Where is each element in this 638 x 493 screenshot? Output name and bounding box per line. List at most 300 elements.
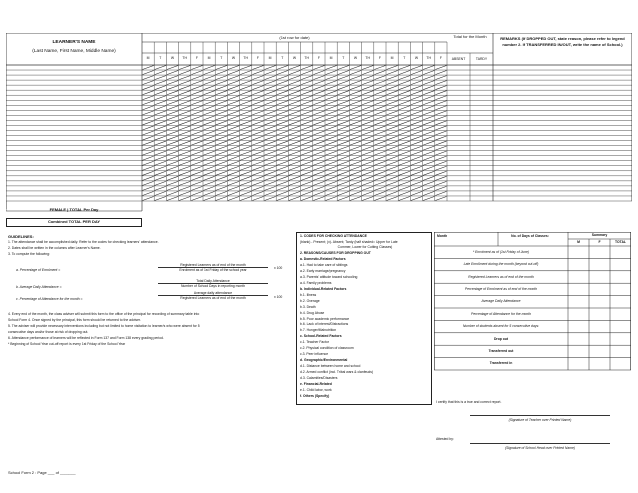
- summary-row-label: * Enrolment as of (1st Friday of June): [472, 249, 530, 254]
- day-cell-diagonal: [301, 186, 312, 190]
- summary-row-label: Percentage of Enrolment as of end of the month: [464, 286, 538, 291]
- day-cell-diagonal: [435, 136, 446, 140]
- day-cell-diagonal: [362, 146, 373, 150]
- day-cell-diagonal: [204, 196, 215, 200]
- day-cell-diagonal: [143, 166, 154, 170]
- day-label: T: [159, 56, 162, 60]
- day-cell-diagonal: [204, 116, 215, 120]
- day-cell-diagonal: [313, 96, 324, 100]
- day-cell-diagonal: [277, 101, 288, 105]
- day-cell-diagonal: [204, 76, 215, 80]
- day-cell-diagonal: [362, 116, 373, 120]
- day-cell-diagonal: [399, 161, 410, 165]
- day-cell-diagonal: [191, 141, 202, 145]
- day-cell-diagonal: [167, 106, 178, 110]
- day-cell-diagonal: [155, 96, 166, 100]
- day-cell-diagonal: [399, 111, 410, 115]
- day-cell-diagonal: [435, 131, 446, 135]
- day-cell-diagonal: [362, 196, 373, 200]
- day-cell-diagonal: [423, 191, 434, 195]
- day-cell-diagonal: [313, 181, 324, 185]
- day-cell-diagonal: [350, 126, 361, 130]
- day-cell-diagonal: [362, 136, 373, 140]
- day-cell-diagonal: [277, 81, 288, 85]
- day-cell-diagonal: [191, 81, 202, 85]
- date-note: (1st row for date): [279, 35, 310, 40]
- reason-item: a. Domestic-Related Factors: [300, 257, 346, 261]
- day-cell-diagonal: [167, 116, 178, 120]
- day-cell-diagonal: [289, 171, 300, 175]
- day-cell-diagonal: [240, 196, 251, 200]
- day-cell-diagonal: [399, 136, 410, 140]
- day-cell-diagonal: [252, 131, 263, 135]
- day-cell-diagonal: [228, 111, 239, 115]
- day-cell-diagonal: [350, 111, 361, 115]
- reason-item: b.2. Overage: [300, 298, 320, 303]
- day-cell-diagonal: [326, 141, 337, 145]
- day-cell-diagonal: [411, 66, 422, 70]
- day-cell-diagonal: [435, 161, 446, 165]
- day-label: TH: [304, 56, 309, 60]
- day-cell-diagonal: [228, 166, 239, 170]
- day-cell-diagonal: [204, 71, 215, 75]
- day-cell-diagonal: [191, 91, 202, 95]
- day-cell-diagonal: [289, 81, 300, 85]
- day-cell-diagonal: [301, 116, 312, 120]
- day-cell-diagonal: [277, 146, 288, 150]
- day-cell-diagonal: [313, 191, 324, 195]
- guideline-line-3: 3. To compute the following:: [8, 252, 50, 256]
- day-cell-diagonal: [411, 111, 422, 115]
- day-cell-diagonal: [167, 171, 178, 175]
- day-cell-diagonal: [216, 91, 227, 95]
- day-cell-diagonal: [313, 196, 324, 200]
- day-cell-diagonal: [191, 126, 202, 130]
- day-cell-diagonal: [313, 101, 324, 105]
- day-cell-diagonal: [143, 76, 154, 80]
- day-cell-diagonal: [216, 196, 227, 200]
- day-label: M: [390, 56, 394, 60]
- day-cell-diagonal: [179, 166, 190, 170]
- day-cell-diagonal: [313, 81, 324, 85]
- summary-month-label: Month: [437, 234, 448, 238]
- day-cell-diagonal: [143, 141, 154, 145]
- day-cell-diagonal: [338, 66, 349, 70]
- codes-line-2: Commer, Lower for Cutting Classes): [337, 245, 393, 249]
- day-cell-diagonal: [179, 121, 190, 125]
- day-cell-diagonal: [265, 191, 276, 195]
- day-cell-diagonal: [374, 66, 385, 70]
- head-signature-caption: (Signature of School Head over Printed Name): [504, 446, 576, 450]
- day-cell-diagonal: [252, 111, 263, 115]
- day-cell-diagonal: [143, 176, 154, 180]
- day-cell-diagonal: [191, 71, 202, 75]
- day-cell-diagonal: [423, 166, 434, 170]
- day-cell-diagonal: [143, 186, 154, 190]
- day-cell-diagonal: [191, 171, 202, 175]
- day-cell-diagonal: [228, 96, 239, 100]
- day-cell-diagonal: [277, 156, 288, 160]
- day-cell-diagonal: [313, 91, 324, 95]
- day-cell-diagonal: [326, 81, 337, 85]
- day-cell-diagonal: [155, 151, 166, 155]
- day-cell-diagonal: [228, 136, 239, 140]
- female-total-per-day-label: FEMALE | TOTAL Per Day: [49, 207, 99, 212]
- summary-section: [434, 232, 631, 372]
- day-cell-diagonal: [387, 86, 398, 90]
- day-cell-diagonal: [240, 126, 251, 130]
- day-cell-diagonal: [252, 96, 263, 100]
- day-cell-diagonal: [374, 181, 385, 185]
- day-cell-diagonal: [240, 166, 251, 170]
- day-cell-diagonal: [265, 106, 276, 110]
- reason-item: b.1. Illness: [300, 292, 317, 297]
- day-cell-diagonal: [411, 126, 422, 130]
- day-cell-diagonal: [265, 146, 276, 150]
- day-cell-diagonal: [277, 76, 288, 80]
- day-cell-diagonal: [167, 81, 178, 85]
- day-cell-diagonal: [167, 101, 178, 105]
- day-cell-diagonal: [326, 136, 337, 140]
- day-cell-diagonal: [179, 96, 190, 100]
- guidelines-section: [8, 234, 293, 474]
- day-cell-diagonal: [277, 126, 288, 130]
- day-cell-diagonal: [191, 161, 202, 165]
- day-cell-diagonal: [374, 136, 385, 140]
- day-cell-diagonal: [204, 126, 215, 130]
- day-cell-diagonal: [228, 91, 239, 95]
- formula-b-label: b. Average Daily Attendance =: [16, 285, 62, 289]
- day-cell-diagonal: [301, 66, 312, 70]
- day-cell-diagonal: [338, 171, 349, 175]
- day-cell-diagonal: [143, 81, 154, 85]
- day-cell-diagonal: [216, 106, 227, 110]
- day-cell-diagonal: [411, 181, 422, 185]
- guideline-line-5b: consecutive days and/or those at risk of dropping out.: [8, 330, 89, 334]
- head-signature-line: [470, 443, 610, 444]
- day-cell-diagonal: [387, 156, 398, 160]
- combined-total-row: [6, 218, 142, 227]
- day-cell-diagonal: [191, 76, 202, 80]
- teacher-signature-caption: (Signature of Teacher over Printed Name): [508, 418, 572, 422]
- day-cell-diagonal: [411, 141, 422, 145]
- day-cell-diagonal: [204, 111, 215, 115]
- day-cell-diagonal: [387, 111, 398, 115]
- day-cell-diagonal: [350, 121, 361, 125]
- day-cell-diagonal: [265, 86, 276, 90]
- day-cell-diagonal: [289, 161, 300, 165]
- day-cell-diagonal: [167, 191, 178, 195]
- day-cell-diagonal: [191, 151, 202, 155]
- day-cell-diagonal: [338, 71, 349, 75]
- day-cell-diagonal: [265, 81, 276, 85]
- day-cell-diagonal: [399, 141, 410, 145]
- day-cell-diagonal: [399, 86, 410, 90]
- day-cell-diagonal: [167, 111, 178, 115]
- day-cell-diagonal: [240, 171, 251, 175]
- day-cell-diagonal: [167, 176, 178, 180]
- day-cell-diagonal: [216, 166, 227, 170]
- day-cell-diagonal: [265, 121, 276, 125]
- day-cell-diagonal: [362, 161, 373, 165]
- day-cell-diagonal: [265, 76, 276, 80]
- day-cell-diagonal: [326, 76, 337, 80]
- day-cell-diagonal: [423, 131, 434, 135]
- day-cell-diagonal: [313, 66, 324, 70]
- day-cell-diagonal: [435, 76, 446, 80]
- day-cell-diagonal: [423, 171, 434, 175]
- day-cell-diagonal: [350, 191, 361, 195]
- day-cell-diagonal: [423, 176, 434, 180]
- day-cell-diagonal: [216, 186, 227, 190]
- day-cell-diagonal: [423, 121, 434, 125]
- day-cell-diagonal: [350, 116, 361, 120]
- day-cell-diagonal: [252, 76, 263, 80]
- day-cell-diagonal: [289, 66, 300, 70]
- day-cell-diagonal: [143, 191, 154, 195]
- day-cell-diagonal: [411, 151, 422, 155]
- day-cell-diagonal: [399, 131, 410, 135]
- learner-name-title: LEARNER'S NAME: [52, 40, 96, 45]
- day-cell-diagonal: [435, 171, 446, 175]
- attendance-grid-lines: [6, 33, 632, 219]
- day-cell-diagonal: [265, 141, 276, 145]
- reason-item: b.5. Poor academic performance: [300, 316, 350, 321]
- day-cell-diagonal: [204, 136, 215, 140]
- day-cell-diagonal: [326, 166, 337, 170]
- day-cell-diagonal: [362, 86, 373, 90]
- day-cell-diagonal: [362, 71, 373, 75]
- day-cell-diagonal: [216, 126, 227, 130]
- day-cell-diagonal: [338, 156, 349, 160]
- reason-item: f. Others (Specify): [300, 393, 330, 398]
- day-cell-diagonal: [326, 181, 337, 185]
- day-cell-diagonal: [399, 66, 410, 70]
- day-cell-diagonal: [301, 91, 312, 95]
- day-cell-diagonal: [155, 196, 166, 200]
- day-cell-diagonal: [265, 126, 276, 130]
- day-cell-diagonal: [252, 181, 263, 185]
- day-cell-diagonal: [204, 146, 215, 150]
- day-cell-diagonal: [289, 106, 300, 110]
- day-cell-diagonal: [301, 86, 312, 90]
- day-cell-diagonal: [155, 66, 166, 70]
- day-label: T: [342, 56, 345, 60]
- day-cell-diagonal: [277, 176, 288, 180]
- day-cell-diagonal: [216, 151, 227, 155]
- day-cell-diagonal: [313, 71, 324, 75]
- day-cell-diagonal: [350, 146, 361, 150]
- day-cell-diagonal: [435, 186, 446, 190]
- certify-text: I certify that this is a true and correct report.: [436, 400, 502, 404]
- day-label: F: [256, 56, 259, 60]
- day-cell-diagonal: [301, 176, 312, 180]
- day-cell-diagonal: [216, 116, 227, 120]
- day-cell-diagonal: [362, 101, 373, 105]
- day-cell-diagonal: [204, 151, 215, 155]
- summary-header: Summary: [591, 233, 608, 237]
- day-cell-diagonal: [289, 101, 300, 105]
- reason-item: a.2. Early marriage/pregnancy: [300, 268, 346, 273]
- day-cell-diagonal: [240, 141, 251, 145]
- day-cell-diagonal: [265, 186, 276, 190]
- day-cell-diagonal: [277, 191, 288, 195]
- day-cell-diagonal: [191, 156, 202, 160]
- day-cell-diagonal: [167, 71, 178, 75]
- day-cell-diagonal: [143, 121, 154, 125]
- day-cell-diagonal: [240, 66, 251, 70]
- day-cell-diagonal: [240, 181, 251, 185]
- day-cell-diagonal: [155, 176, 166, 180]
- day-cell-diagonal: [191, 196, 202, 200]
- day-cell-diagonal: [240, 116, 251, 120]
- day-cell-diagonal: [350, 171, 361, 175]
- day-cell-diagonal: [326, 171, 337, 175]
- day-cell-diagonal: [155, 76, 166, 80]
- day-cell-diagonal: [143, 111, 154, 115]
- day-cell-diagonal: [204, 181, 215, 185]
- day-cell-diagonal: [155, 141, 166, 145]
- day-cell-diagonal: [313, 141, 324, 145]
- formula-c-label: c. Percentage of Attendance for the month =: [16, 297, 83, 301]
- day-cell-diagonal: [338, 176, 349, 180]
- day-cell-diagonal: [411, 131, 422, 135]
- day-cell-diagonal: [289, 116, 300, 120]
- day-cell-diagonal: [350, 106, 361, 110]
- day-cell-diagonal: [228, 101, 239, 105]
- day-cell-diagonal: [326, 66, 337, 70]
- day-cell-diagonal: [228, 186, 239, 190]
- day-cell-diagonal: [374, 161, 385, 165]
- day-label: F: [317, 56, 320, 60]
- reason-item: e.1. Child labor, work: [300, 387, 332, 392]
- day-cell-diagonal: [167, 156, 178, 160]
- day-cell-diagonal: [155, 136, 166, 140]
- day-cell-diagonal: [204, 81, 215, 85]
- guidelines-title: GUIDELINES:: [8, 234, 34, 239]
- formula-a-numerator: Registered Learners as of end of the month: [158, 263, 268, 268]
- day-cell-diagonal: [374, 131, 385, 135]
- day-cell-diagonal: [179, 111, 190, 115]
- day-cell-diagonal: [350, 81, 361, 85]
- day-cell-diagonal: [216, 136, 227, 140]
- day-cell-diagonal: [216, 171, 227, 175]
- day-cell-diagonal: [387, 141, 398, 145]
- day-cell-diagonal: [338, 141, 349, 145]
- day-cell-diagonal: [374, 76, 385, 80]
- day-cell-diagonal: [252, 91, 263, 95]
- day-cell-diagonal: [338, 196, 349, 200]
- codes-title: 1. CODES FOR CHECKING ATTENDANCE: [300, 234, 367, 238]
- day-cell-diagonal: [313, 156, 324, 160]
- day-cell-diagonal: [289, 111, 300, 115]
- day-label: T: [220, 56, 223, 60]
- reason-item: b. Individual-Related Factors: [300, 286, 347, 291]
- reason-item: e. Financial-Related: [300, 381, 332, 386]
- day-cell-diagonal: [252, 186, 263, 190]
- day-cell-diagonal: [277, 141, 288, 145]
- summary-row-label: Drop out: [493, 336, 509, 341]
- guideline-line-2: 2. Dates shall be written in the columns after Learner's Name.: [8, 246, 101, 250]
- day-cell-diagonal: [204, 191, 215, 195]
- day-cell-diagonal: [374, 176, 385, 180]
- day-cell-diagonal: [387, 121, 398, 125]
- day-cell-diagonal: [179, 101, 190, 105]
- day-cell-diagonal: [435, 101, 446, 105]
- day-cell-diagonal: [228, 106, 239, 110]
- day-cell-diagonal: [435, 166, 446, 170]
- day-cell-diagonal: [228, 151, 239, 155]
- day-cell-diagonal: [252, 86, 263, 90]
- day-cell-diagonal: [155, 116, 166, 120]
- day-cell-diagonal: [399, 126, 410, 130]
- day-cell-diagonal: [289, 91, 300, 95]
- day-cell-diagonal: [277, 106, 288, 110]
- day-cell-diagonal: [411, 136, 422, 140]
- day-cell-diagonal: [387, 131, 398, 135]
- day-cell-diagonal: [216, 96, 227, 100]
- day-cell-diagonal: [265, 181, 276, 185]
- day-cell-diagonal: [240, 176, 251, 180]
- day-cell-diagonal: [362, 141, 373, 145]
- guideline-line-6: 6. Attendance performance of learners will be reflected in Form 137 and Form 138 every grading period.: [8, 336, 164, 340]
- day-cell-diagonal: [313, 166, 324, 170]
- formula-b-denominator: Number of School Days in reporting month: [180, 284, 246, 288]
- day-cell-diagonal: [387, 166, 398, 170]
- day-cell-diagonal: [191, 146, 202, 150]
- day-cell-diagonal: [143, 136, 154, 140]
- codes-box: [296, 232, 432, 405]
- day-cell-diagonal: [423, 106, 434, 110]
- day-cell-diagonal: [252, 156, 263, 160]
- day-cell-diagonal: [289, 76, 300, 80]
- teacher-signature-line: [470, 415, 610, 416]
- day-cell-diagonal: [204, 171, 215, 175]
- day-cell-diagonal: [374, 146, 385, 150]
- day-cell-diagonal: [216, 121, 227, 125]
- day-cell-diagonal: [143, 86, 154, 90]
- day-cell-diagonal: [252, 171, 263, 175]
- day-cell-diagonal: [423, 196, 434, 200]
- day-cell-diagonal: [289, 96, 300, 100]
- day-cell-diagonal: [240, 71, 251, 75]
- day-cell-diagonal: [411, 106, 422, 110]
- day-cell-diagonal: [289, 126, 300, 130]
- day-cell-diagonal: [191, 191, 202, 195]
- day-cell-diagonal: [179, 86, 190, 90]
- day-cell-diagonal: [252, 176, 263, 180]
- summary-row-label: Transferred out: [488, 348, 514, 353]
- formula-c-times-100: x 100: [274, 295, 283, 299]
- reason-item: c.2. Physical condition of classroom: [300, 346, 354, 351]
- day-cell-diagonal: [167, 181, 178, 185]
- day-cell-diagonal: [435, 91, 446, 95]
- day-cell-diagonal: [326, 116, 337, 120]
- day-cell-diagonal: [411, 81, 422, 85]
- day-cell-diagonal: [313, 161, 324, 165]
- day-cell-diagonal: [387, 136, 398, 140]
- day-cell-diagonal: [387, 116, 398, 120]
- day-cell-diagonal: [143, 156, 154, 160]
- day-cell-diagonal: [399, 121, 410, 125]
- day-cell-diagonal: [374, 171, 385, 175]
- day-label: W: [414, 56, 419, 60]
- day-cell-diagonal: [301, 136, 312, 140]
- day-cell-diagonal: [240, 86, 251, 90]
- day-cell-diagonal: [143, 71, 154, 75]
- day-cell-diagonal: [277, 131, 288, 135]
- day-cell-diagonal: [228, 76, 239, 80]
